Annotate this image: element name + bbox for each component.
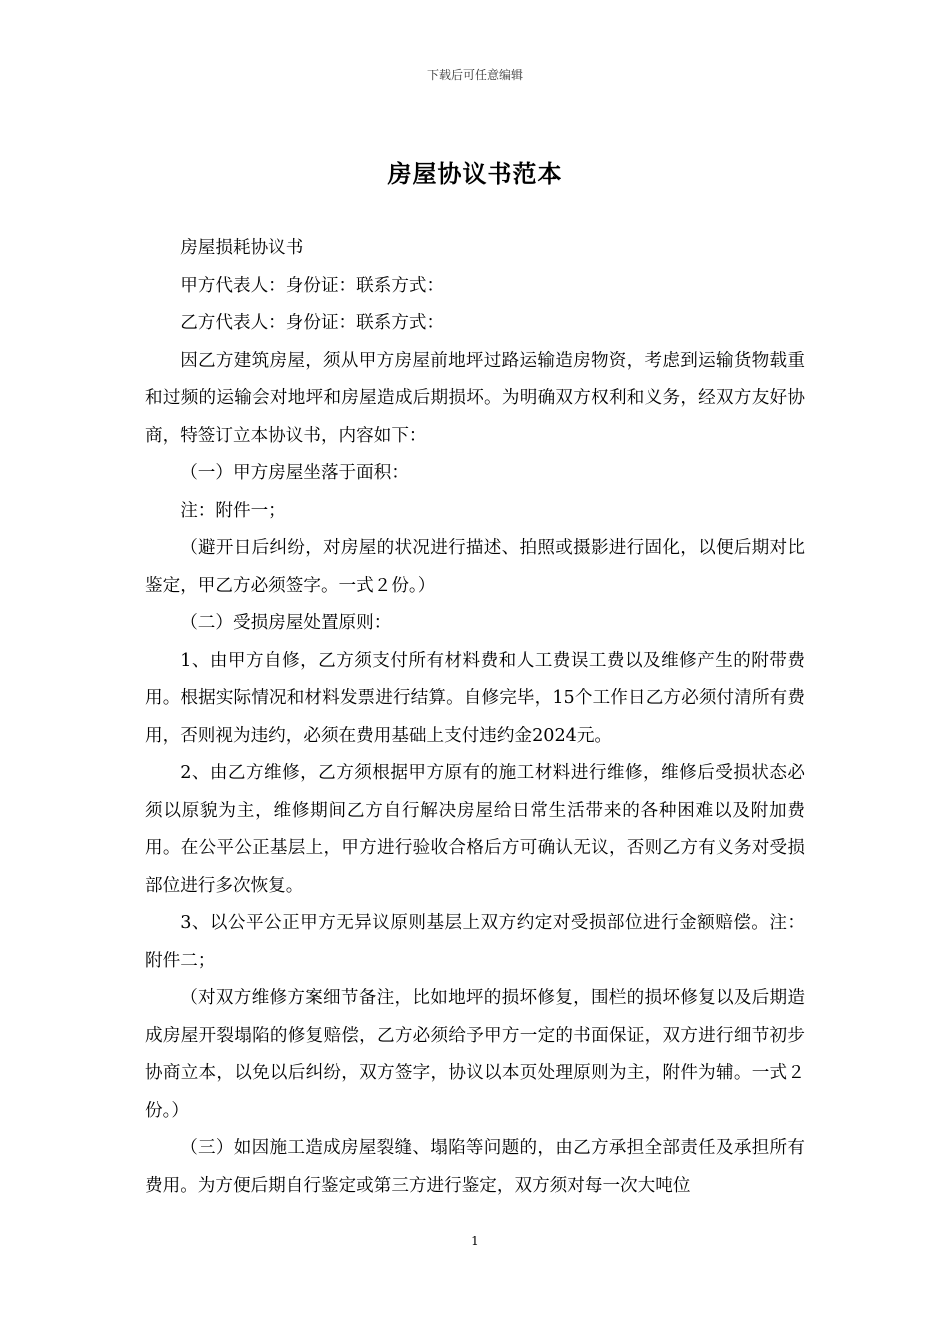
- paragraph-section-2-heading: （二）受损房屋处置原则：: [180, 613, 392, 633]
- paragraph-attachment-1-detail: （避开日后纠纷，对房屋的状况进行描述、拍照或摄影进行固化，以便后期对比鉴定，甲乙方必须签字。一式２份。）: [145, 538, 805, 596]
- document-body: [145, 230, 805, 1205]
- page-header-note: 下载后可任意编辑: [426, 68, 523, 82]
- paragraph-note-attachment-1: 注：附件一；: [180, 500, 286, 521]
- paragraph-section-3: （三）如因施工造成房屋裂缝、塌陷等问题的，由乙方承担全部责任及承担所有费用。为方便后期自行鉴定或第三方进行鉴定，双方须对每一次大吨位: [145, 1138, 805, 1196]
- paragraph-subtitle: 房屋损耗协议书: [180, 238, 304, 258]
- paragraph-section-1-heading: （一）甲方房屋坐落于面积：: [180, 463, 409, 483]
- page-number: 1: [471, 1234, 479, 1248]
- paragraph-preamble: 因乙方建筑房屋，须从甲方房屋前地坪过路运输造房物资，考虑到运输货物载重和过频的运输会对地坪和房屋造成后期损坏。为明确双方权利和义务，经双方友好协商，特签订立本协议书，内容如下：: [145, 350, 805, 446]
- document-title: 房屋协议书范本: [387, 159, 563, 188]
- paragraph-party-a: 甲方代表人：身份证：联系方式：: [180, 275, 445, 296]
- paragraph-clause-3: 3、以公平公正甲方无异议原则基层上双方约定对受损部位进行金额赔偿。注：附件二；: [145, 913, 805, 971]
- paragraph-clause-2: 2、由乙方维修，乙方须根据甲方原有的施工材料进行维修，维修后受损状态必须以原貌为主，维修期间乙方自行解决房屋给日常生活带来的各种困难以及附加费用。在公平公正基层上，甲方进行验收合格后方可确认无议，否则乙方有义务对受损部位进行多次恢复。: [145, 763, 805, 896]
- paragraph-clause-1: 1、由甲方自修，乙方须支付所有材料费和人工费误工费以及维修产生的附带费用。根据实际情况和材料发票进行结算。自修完毕，15个工作日乙方必须付清所有费用，否则视为违约，必须在费用基础上支付违约金2024元。: [145, 650, 805, 746]
- paragraph-party-b: 乙方代表人：身份证：联系方式：: [180, 313, 445, 333]
- paragraph-attachment-2-detail: （对双方维修方案细节备注，比如地坪的损坏修复，围栏的损坏修复以及后期造成房屋开裂塌陷的修复赔偿，乙方必须给予甲方一定的书面保证，双方进行细节初步协商立本，以免以后纠纷，双方签字，协议以本页处理原则为主，附件为辅。一式２份。）: [145, 988, 805, 1121]
